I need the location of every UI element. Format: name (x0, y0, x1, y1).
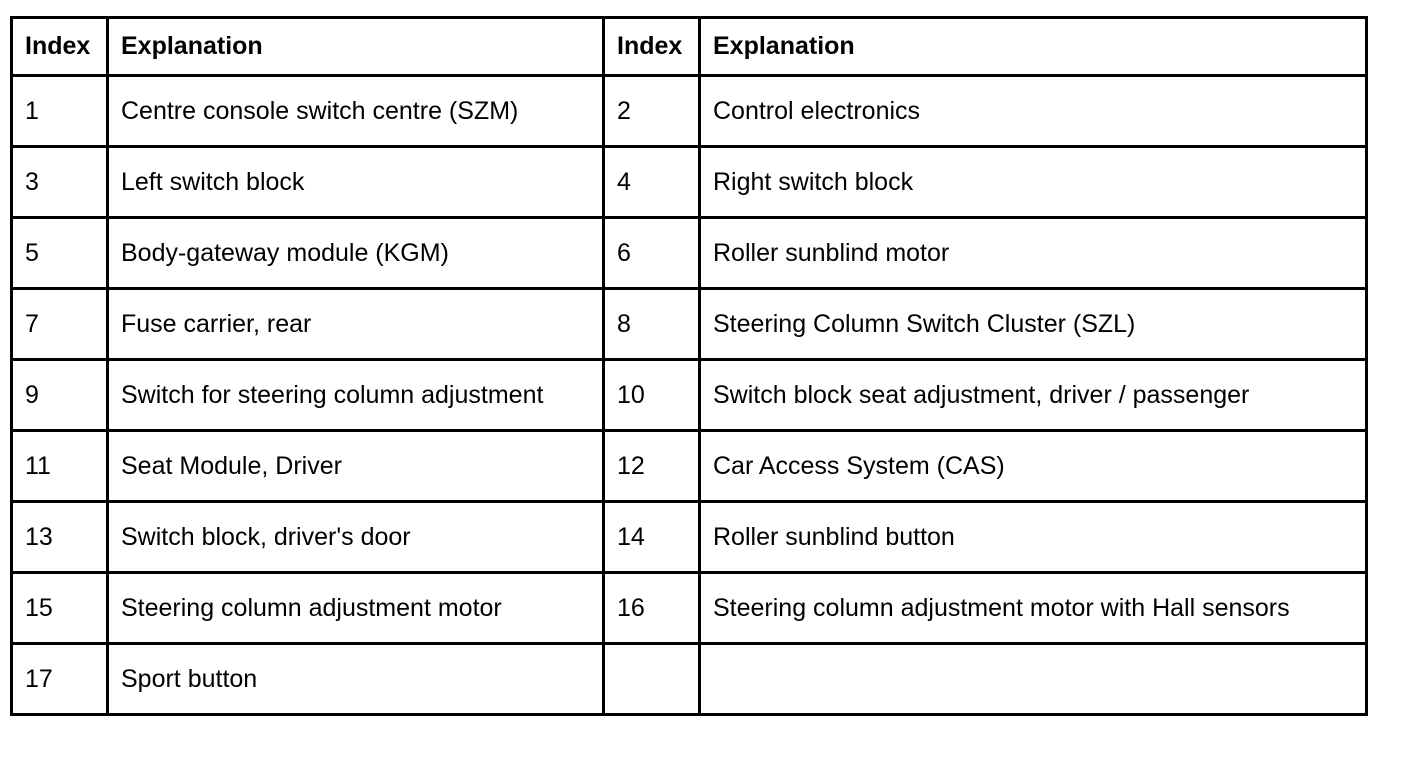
index-cell: 6 (604, 218, 700, 289)
index-cell: 7 (12, 289, 108, 360)
index-cell: 2 (604, 76, 700, 147)
table-row (12, 360, 1367, 431)
table-row (12, 76, 1367, 147)
explanation-cell: Centre console switch centre (SZM) (108, 76, 604, 147)
header-index-right: Index (604, 18, 700, 76)
index-cell: 12 (604, 431, 700, 502)
explanation-cell: Switch block, driver's door (108, 502, 604, 573)
index-cell: 10 (604, 360, 700, 431)
explanation-cell: Switch for steering column adjustment (108, 360, 604, 431)
explanation-cell: Steering column adjustment motor with Hall sensors (700, 573, 1367, 644)
legend-table (10, 16, 1368, 716)
explanation-cell: Control electronics (700, 76, 1367, 147)
explanation-cell: Right switch block (700, 147, 1367, 218)
header-explanation-right: Explanation (700, 18, 1367, 76)
index-cell: 16 (604, 573, 700, 644)
index-cell: 5 (12, 218, 108, 289)
explanation-cell: Steering column adjustment motor (108, 573, 604, 644)
index-cell: 9 (12, 360, 108, 431)
explanation-cell: Fuse carrier, rear (108, 289, 604, 360)
header-explanation-left: Explanation (108, 18, 604, 76)
index-cell: 14 (604, 502, 700, 573)
table-row (12, 147, 1367, 218)
explanation-cell: Left switch block (108, 147, 604, 218)
index-cell (604, 644, 700, 715)
index-cell: 1 (12, 76, 108, 147)
table-row (12, 644, 1367, 715)
explanation-cell: Car Access System (CAS) (700, 431, 1367, 502)
table-row (12, 573, 1367, 644)
table-row (12, 431, 1367, 502)
index-cell: 3 (12, 147, 108, 218)
index-cell: 15 (12, 573, 108, 644)
table-row (12, 289, 1367, 360)
index-cell: 8 (604, 289, 700, 360)
table-row (12, 502, 1367, 573)
explanation-cell: Roller sunblind motor (700, 218, 1367, 289)
explanation-cell: Steering Column Switch Cluster (SZL) (700, 289, 1367, 360)
explanation-cell: Switch block seat adjustment, driver / passenger (700, 360, 1367, 431)
index-cell: 11 (12, 431, 108, 502)
table-row (12, 218, 1367, 289)
explanation-cell: Sport button (108, 644, 604, 715)
header-row (12, 18, 1367, 76)
explanation-cell: Body-gateway module (KGM) (108, 218, 604, 289)
index-cell: 13 (12, 502, 108, 573)
index-cell: 17 (12, 644, 108, 715)
explanation-cell (700, 644, 1367, 715)
header-index-left: Index (12, 18, 108, 76)
index-cell: 4 (604, 147, 700, 218)
explanation-cell: Roller sunblind button (700, 502, 1367, 573)
explanation-cell: Seat Module, Driver (108, 431, 604, 502)
